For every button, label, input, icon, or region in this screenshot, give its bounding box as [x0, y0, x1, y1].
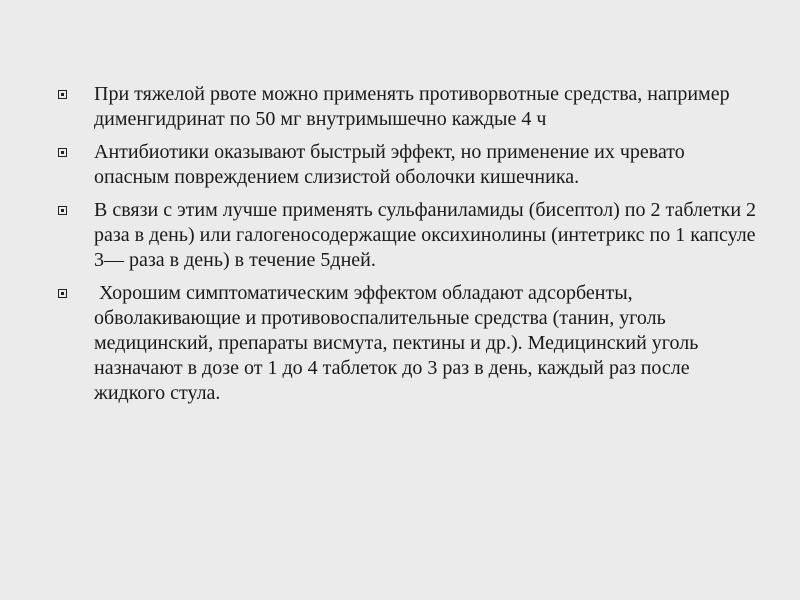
bullet-item-1	[58, 82, 758, 132]
square-bullet-icon	[58, 206, 67, 215]
bullet-item-4	[58, 281, 758, 406]
square-bullet-icon	[58, 90, 67, 99]
bullet-text-4: Хорошим симптоматическим эффектом обладают адсорбенты, обволакивающие и противовоспалительные средства (танин, уголь медицинский, препараты висмута, пектины и др.). Медицинский уголь назначают в дозе от 1 до 4 таблеток до 3 раз в день, каждый раз после жидкого стула.	[94, 282, 704, 404]
square-bullet-icon	[58, 148, 67, 157]
bullet-text-1: При тяжелой рвоте можно применять противорвотные средства, например дименгидринат по 50 мг внутримышечно каждые 4 ч	[94, 83, 735, 130]
bullet-list	[58, 82, 762, 414]
bullet-item-3	[58, 198, 762, 273]
square-bullet-icon	[58, 289, 67, 298]
bullet-text-2: Антибиотики оказывают быстрый эффект, но применение их чревато опасным повреждением слизистой оболочки кишечника.	[94, 141, 690, 188]
bullet-item-2	[58, 140, 758, 190]
bullet-text-3: В связи с этим лучше применять сульфаниламиды (бисептол) по 2 таблетки 2 раза в день) или галогеносодержащие оксихинолины (интетрикс по 1 капсуле 3— раза в день) в течение 5дней.	[94, 199, 762, 271]
